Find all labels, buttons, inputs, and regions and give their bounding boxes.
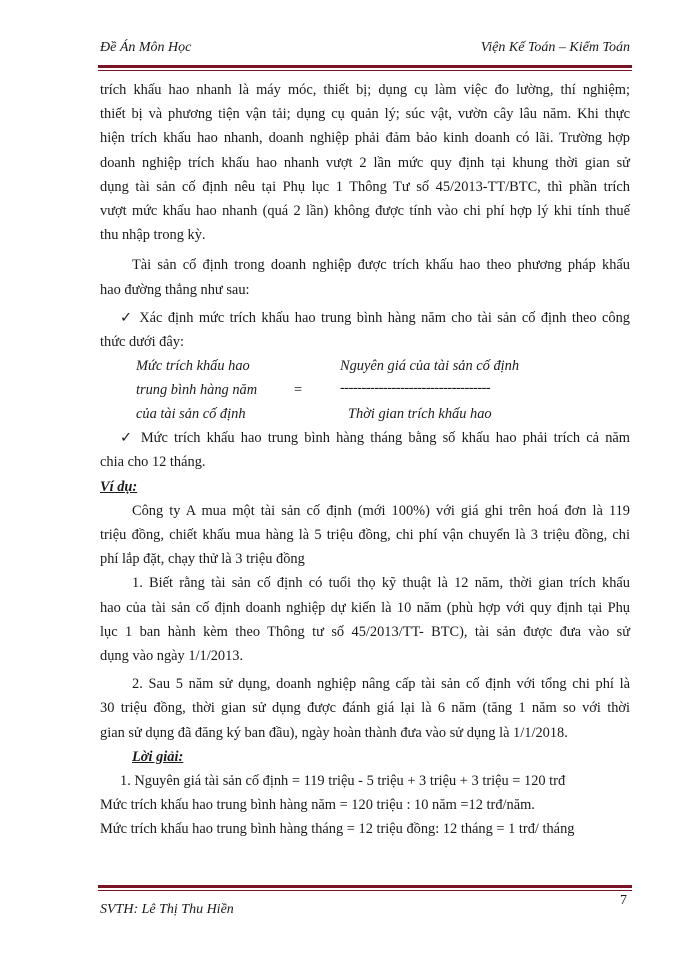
paragraph-line: Mức trích khấu hao trung bình hàng tháng = 12 triệu đồng: 12 tháng = 1 trđ/ tháng	[100, 821, 575, 838]
formula-denominator: Thời gian trích khấu hao	[348, 406, 492, 423]
paragraph-line: 1. Nguyên giá tài sản cố định = 119 triệu - 5 triệu + 3 triệu + 3 triệu = 120 trđ	[120, 773, 566, 790]
paragraph-line: thức dưới đây:	[100, 334, 184, 351]
header-left: Đề Án Môn Học	[100, 40, 192, 55]
paragraph-line: gian sử dụng đã đăng ký ban đầu), ngày hoàn thành đưa vào sử dụng là 1/1/2018.	[100, 724, 568, 741]
paragraph-line: 1. Biết rằng tài sản cố định có tuổi thọ kỹ thuật là 12 năm, thời gian trích khấu	[132, 575, 630, 592]
paragraph-line: Công ty A mua một tài sản cố định (mới 100%) với giá ghi trên hoá đơn là 119	[132, 502, 630, 519]
depreciation-formula	[100, 354, 630, 426]
paragraph-line: trích khấu hao nhanh là máy móc, thiết bị; dụng cụ làm việc đo lường, thí nghiệm;	[100, 82, 630, 98]
paragraph-line: triệu đồng, chiết khấu mua hàng là 5 triệu đồng, chi phí vận chuyển là 3 triệu đồng, chi	[100, 527, 630, 544]
header-rule-thick	[98, 65, 632, 68]
paragraph-line: chia cho 12 tháng.	[100, 454, 206, 471]
header-right: Viện Kế Toán – Kiểm Toán	[480, 40, 630, 55]
paragraph-line: hiện trích khấu hao nhanh, doanh nghiệp phải đảm bảo kinh doanh có lãi. Trường hợp	[100, 130, 630, 147]
paragraph-line: dụng vào ngày 1/1/2013.	[100, 648, 244, 665]
formula-left-line: của tài sản cố định	[136, 406, 246, 423]
paragraph-line: Mức trích khấu hao trung bình hàng năm = 120 triệu : 10 năm =12 trđ/năm.	[100, 797, 535, 814]
paragraph-line: thu nhập trong kỳ.	[100, 227, 206, 244]
page-header	[100, 40, 630, 60]
solution-heading: Lời giải:	[132, 748, 184, 765]
page-number: 7	[620, 893, 627, 908]
formula-equals: =	[294, 382, 303, 399]
paragraph-line: phí lắp đặt, chạy thử là 3 triệu đồng	[100, 551, 305, 568]
paragraph-line: hao đường thẳng như sau:	[100, 281, 250, 298]
paragraph-line: 2. Sau 5 năm sử dụng, doanh nghiệp nâng cấp tài sản cố định với tổng chi phí là	[132, 676, 630, 693]
paragraph-line: Tài sản cố định trong doanh nghiệp được trích khấu hao theo phương pháp khấu	[132, 257, 630, 274]
formula-left-line: trung bình hàng năm	[136, 382, 258, 399]
paragraph-line: dụng tài sản cố định nêu tại Phụ lục 1 Thông Tư số 45/2013-TT/BTC, thì phần trích	[100, 178, 630, 195]
footer-rule-thick	[98, 885, 632, 888]
header-rule-thin	[98, 70, 632, 71]
formula-numerator: Nguyên giá của tài sản cố định	[340, 358, 520, 375]
paragraph-line: thiết bị và phương tiện vận tải; dụng cụ quản lý; súc vật, vườn cây lâu năm. Khi thực	[100, 106, 630, 123]
formula-divider: -----------------------------------	[340, 380, 491, 397]
paragraph-line: vượt mức khấu hao nhanh (quá 2 lần) không được tính vào chi phí hợp lý khi tính thuế	[100, 203, 630, 220]
footer-rule-thin	[98, 890, 632, 891]
page-body	[100, 78, 630, 842]
formula-left-line: Mức trích khấu hao	[136, 358, 250, 375]
paragraph-line: lục 1 ban hành kèm theo Thông tư số 45/2013/TT- BTC), tài sản được đưa vào sử	[100, 623, 630, 640]
paragraph-line: 30 triệu đồng, thời gian sử dụng được đánh giá lại là 6 năm (tăng 1 năm so với thời	[100, 700, 630, 717]
bullet-line: ✓ Mức trích khấu hao trung bình hàng tháng bằng số khấu hao phải trích cả năm	[120, 430, 630, 447]
paragraph-line: doanh nghiệp trích khấu hao nhanh vượt 2 lần mức quy định tại khung thời gian sử	[100, 154, 630, 171]
example-heading: Ví dụ:	[100, 478, 138, 495]
paragraph-line: hao của tài sản cố định doanh nghiệp dự kiến là 10 năm (phù hợp với quy định tại Phụ	[100, 599, 630, 616]
page-footer: SVTH: Lê Thị Thu Hiền	[100, 902, 234, 917]
bullet-line: ✓ Xác định mức trích khấu hao trung bình hàng năm cho tài sản cố định theo công	[120, 309, 630, 326]
